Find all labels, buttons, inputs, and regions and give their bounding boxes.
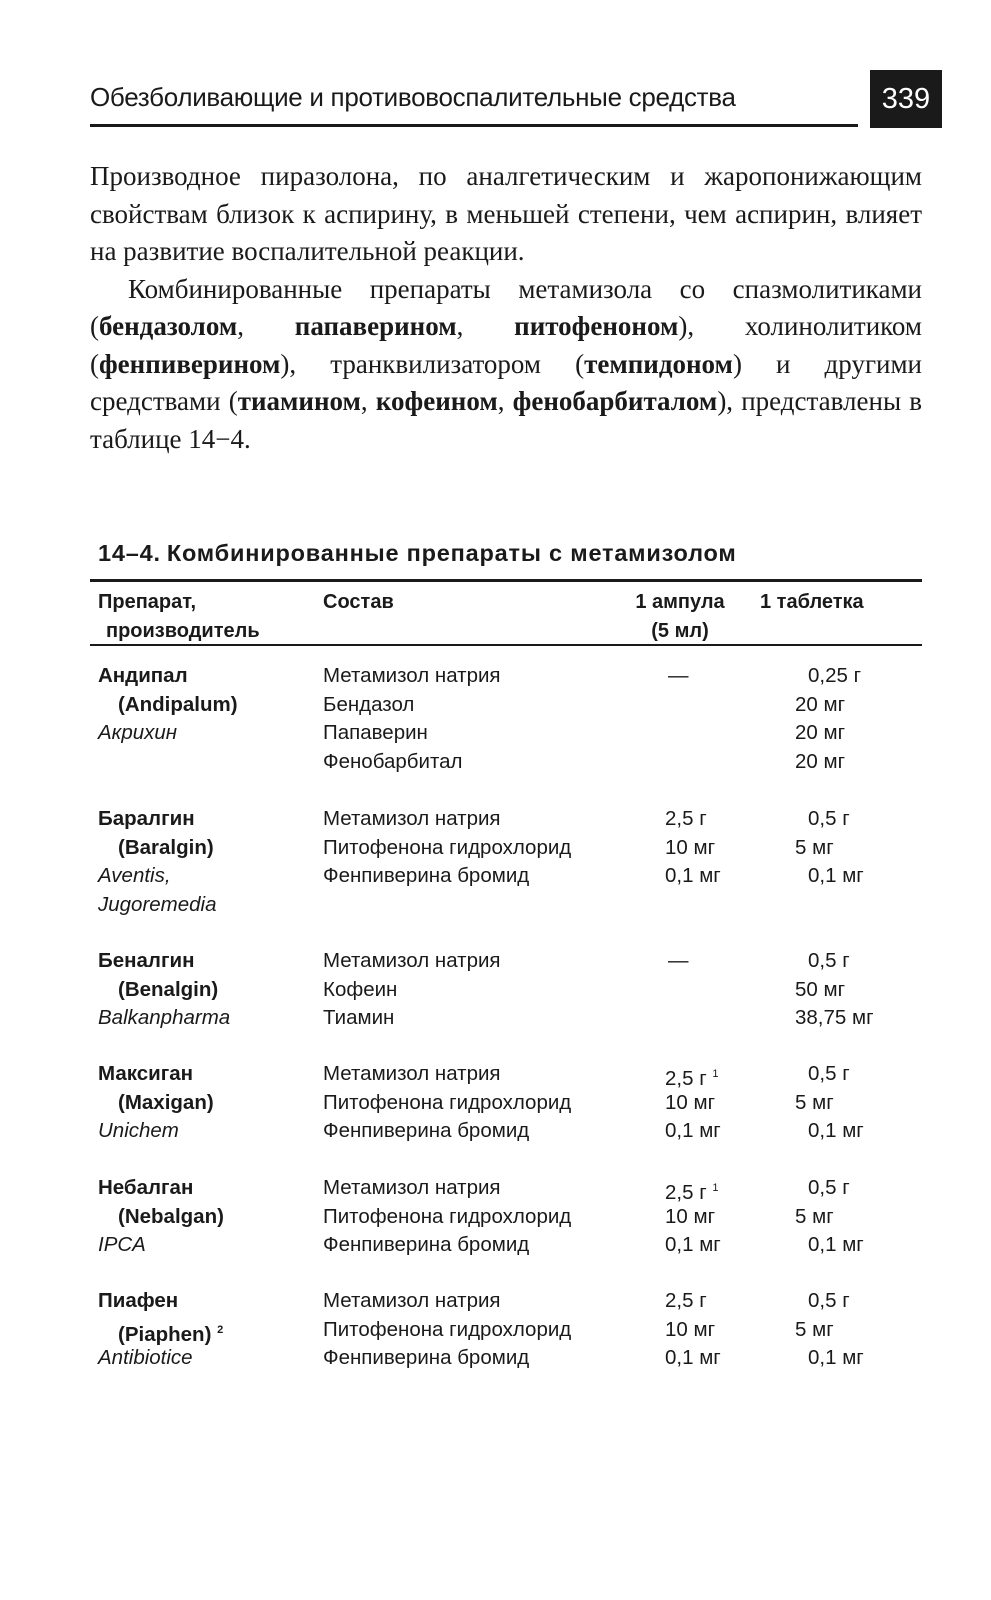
running-header-title: Обезболивающие и противовоспалительные средства [90,82,736,112]
tablet-dose: 0,5 г [808,949,850,972]
manufacturer: IPCA [98,1233,146,1257]
drug-name-bold: кофеином [375,386,498,416]
table-row [98,1174,928,1260]
manufacturer: Aventis, [98,864,171,888]
ampoule-dose: 10 мг [665,835,716,859]
column-header-ampoule-line1: 1 ампула [635,591,725,613]
component-name: Бендазол [323,692,415,716]
p2-text: , [237,311,295,341]
preparation-name: Баралгин [98,807,195,830]
table-line [98,1203,928,1232]
footnote-marker: 1 [712,1182,719,1194]
drug-name-bold: бендазолом [99,311,238,341]
table-line [98,1287,928,1316]
p2-text: Комбинированные препараты метамизола со спазмолитиками ( [90,273,922,341]
tablet-dose: 5 мг [795,835,834,859]
table-line [98,1174,928,1203]
table-line [98,862,928,891]
ampoule-dose: 10 мг [665,1090,716,1114]
column-header-preparation-line1: Препарат, [98,591,197,613]
ampoule-dose: 0,1 мг [665,1346,721,1370]
ampoule-dose: 2,5 г [665,1289,707,1312]
tablet-dose: 0,1 мг [808,864,864,888]
component-name: Фенпиверина бромид [323,1119,530,1143]
preparation-name: Беналгин [98,949,195,972]
component-name: Метамизол натрия [323,664,501,687]
table-line [98,805,928,834]
column-header-composition: Состав [323,591,394,613]
component-name: Метамизол натрия [323,949,501,972]
tablet-dose: 20 мг [795,692,846,716]
manufacturer: Antibiotice [98,1346,193,1370]
table-line [98,834,928,863]
table-title: Комбинированные препараты с метамизолом [166,540,737,566]
ampoule-dose: 10 мг [665,1317,716,1341]
p2-text: , [497,386,513,416]
p2-text: , [456,311,515,341]
table-line [98,891,928,920]
column-header-preparation [98,588,260,646]
manufacturer: Акрихин [98,721,178,745]
component-name: Фенпиверина бромид [323,1233,530,1257]
table-line [98,662,928,691]
drug-name-bold: папаверином [294,311,457,341]
ampoule-dose: 2,5 г $^1$ [665,1067,719,1090]
drug-name-bold: питофеноном [514,311,679,341]
manufacturer: Balkanpharma [98,1006,231,1030]
preparation-latin-name: (Nebalgan) [118,1204,224,1228]
p2-text: ), транквилизатором ( [280,348,585,379]
component-name: Метамизол натрия [323,1176,501,1199]
page-number: 339 [870,70,942,128]
preparation-latin-name: (Andipalum) [118,692,238,716]
preparation-name: Максиган [98,1062,194,1085]
component-name: Фенпиверина бромид [323,864,530,888]
tablet-dose: 0,1 мг [808,1233,864,1257]
table-line [98,1060,928,1089]
table-line [98,1117,928,1146]
ampoule-dose: — [668,664,689,687]
tablet-dose: 38,75 мг [795,1006,874,1030]
preparation-name: Небалган [98,1176,194,1199]
ampoule-dose: 0,1 мг [665,1119,721,1143]
table-line [98,691,928,720]
component-name: Тиамин [323,1006,395,1030]
p2-text: ) и другими средствами ( [90,348,922,416]
body-text [90,158,922,458]
p2-text: ), представлены в таблице 14−4. [90,386,923,454]
table-row [98,947,928,1033]
component-name: Фенобарбитал [323,749,463,773]
table-line [98,748,928,777]
ampoule-dose: — [668,949,689,972]
paragraph-2 [90,271,922,459]
preparation-latin-name: (Piaphen) $^2$ [118,1322,224,1346]
tablet-dose: 0,5 г [808,1176,850,1199]
paragraph-1: Производное пиразолона, по аналгетическим и жаропонижающим свойствам близок к аспирину, в меньшей степени, чем аспирин, влияет на развитие воспалительной реакции. [90,161,922,266]
drug-name-bold: фенпиверином [99,348,281,379]
preparation-latin-name: (Benalgin) [118,977,219,1001]
drug-name-bold: темпидоном [584,348,733,379]
drug-name-bold: фенобарбиталом [512,386,718,416]
running-header [90,70,931,130]
component-name: Питофенона гидрохлорид [323,1204,572,1228]
drug-name-bold: тиамином [237,386,361,416]
table-line [98,1344,928,1373]
p2-text: ), холинолитиком ( [90,311,922,379]
tablet-dose: 0,1 мг [808,1346,864,1370]
tablet-dose: 0,25 г [808,664,862,687]
table-header-rule [90,644,922,646]
manufacturer: Unichem [98,1119,179,1143]
tablet-dose: 5 мг [795,1090,834,1114]
component-name: Питофенона гидрохлорид [323,1317,572,1341]
component-name: Метамизол натрия [323,1289,501,1312]
component-name: Папаверин [323,721,428,745]
tablet-dose: 5 мг [795,1317,834,1341]
preparation-name: Пиафен [98,1289,179,1312]
tablet-dose: 0,1 мг [808,1119,864,1143]
ampoule-dose: 2,5 г $^1$ [665,1181,719,1204]
table-line [98,947,928,976]
table-line [98,1316,928,1345]
tablet-dose: 0,5 г [808,807,850,830]
table-line [98,976,928,1005]
tablet-dose: 20 мг [795,721,846,745]
column-header-ampoule [620,588,740,646]
footnote-marker: 2 [217,1323,224,1336]
tablet-dose: 5 мг [795,1204,834,1228]
column-header-ampoule-line2: (5 мл) [651,620,709,642]
table-line [98,1089,928,1118]
table-row [98,1287,928,1373]
preparation-latin-name: (Maxigan) [118,1090,214,1114]
p2-text: , [360,386,376,416]
footnote-marker: 1 [712,1068,719,1080]
ampoule-dose: 10 мг [665,1204,716,1228]
ampoule-dose: 2,5 г [665,807,707,830]
table-line [98,1231,928,1260]
preparation-name: Андипал [98,664,188,687]
table-line [98,1004,928,1033]
table-top-rule [90,579,922,582]
component-name: Фенпиверина бромид [323,1346,530,1370]
tablet-dose: 0,5 г [808,1062,850,1085]
manufacturer: Jugoremedia [98,892,217,916]
component-name: Питофенона гидрохлорид [323,1090,572,1114]
ampoule-dose: 0,1 мг [665,864,721,888]
ampoule-dose: 0,1 мг [665,1233,721,1257]
header-rule [90,124,858,127]
column-header-preparation-line2: производитель [106,620,260,642]
column-header-tablet: 1 таблетка [760,591,864,613]
table-row [98,1060,928,1146]
table-row [98,662,928,776]
table-caption [98,540,737,567]
tablet-dose: 0,5 г [808,1289,850,1312]
table-line [98,719,928,748]
tablet-dose: 20 мг [795,749,846,773]
component-name: Метамизол натрия [323,807,501,830]
component-name: Кофеин [323,977,398,1001]
table-row [98,805,928,919]
tablet-dose: 50 мг [795,977,846,1001]
component-name: Метамизол натрия [323,1062,501,1085]
component-name: Питофенона гидрохлорид [323,835,572,859]
table-number: 14–4. [98,540,161,566]
preparation-latin-name: (Baralgin) [118,835,214,859]
